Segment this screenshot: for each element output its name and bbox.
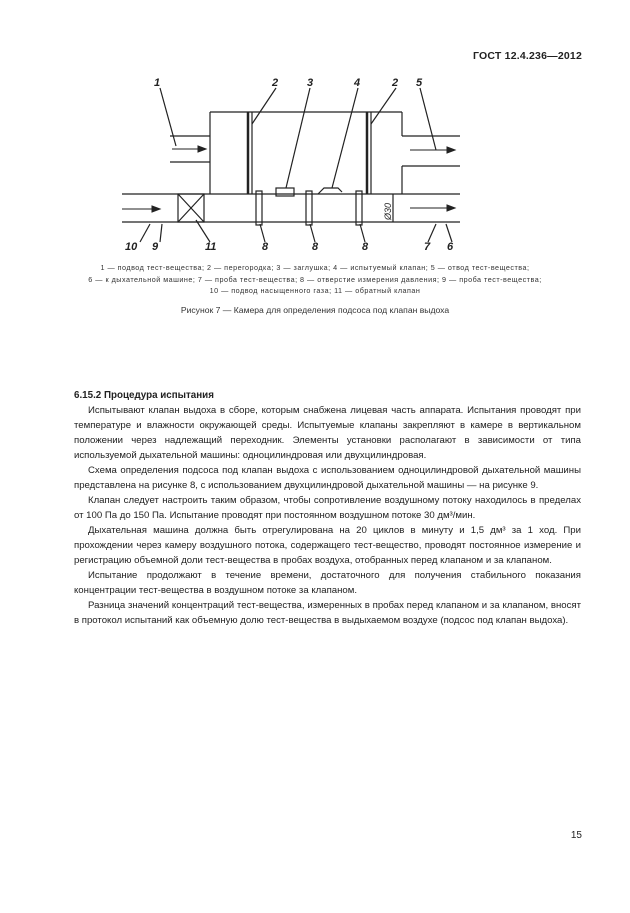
pressure-tap-1 — [256, 191, 262, 225]
label-3: 3 — [307, 77, 314, 89]
paragraph-3: Клапан следует настроить таким образом, чтобы сопротивление воздушному потоку находилось в пределах от 100 Па до 150 Па. Испытание проводят при постоянном воздушном потоке 30 дм³/мин. — [74, 495, 581, 521]
leader-10 — [140, 224, 150, 242]
label-2b: 2 — [392, 77, 399, 89]
paragraph-1: Испытывают клапан выдоха в сборе, которым снабжена лицевая часть аппарата. Испытания проводят при температуре и влажности окружающей среды. Испытуемые клапаны закрепляют в камере в вертикальном положении через надлежащий переходник. Элементы установки располагают в зависимости от типа используемой дыхательной машины: одноцилиндровая или двухцилиндровая. — [74, 405, 581, 461]
label-2a: 2 — [272, 77, 279, 89]
leader-8b — [310, 224, 315, 242]
figure-title: Рисунок 7 — Камера для определения подсоса под клапан выдоха — [180, 305, 450, 315]
label-8c: 8 — [362, 241, 369, 253]
paragraph-4: Дыхательная машина должна быть отрегулирована на 20 циклов в минуту и 1,5 дм³ за 1 ход. При прохождении через камеру воздушного потока, содержащего тест-вещество, проводят постоянное измерение и регистрацию объемной доли тест-вещества в пробах воздуха, отобранных перед клапаном и за клапаном. — [74, 525, 581, 566]
plug — [276, 188, 294, 196]
leader-5 — [420, 88, 436, 150]
label-1: 1 — [154, 77, 161, 89]
section-6-15-2 — [74, 388, 581, 628]
label-8b: 8 — [312, 241, 319, 253]
document-header: ГОСТ 12.4.236—2012 — [473, 50, 582, 62]
label-6: 6 — [447, 241, 454, 253]
label-11: 11 — [205, 241, 217, 253]
leader-1 — [160, 88, 176, 146]
legend-line-1: 1 — подвод тест-вещества; 2 — перегородка; 3 — заглушка; 4 — испытуемый клапан; 5 — отвод тест-вещества; — [100, 263, 530, 272]
label-8a: 8 — [262, 241, 269, 253]
leader-8a — [260, 224, 265, 242]
leader-3 — [286, 88, 310, 188]
label-4: 4 — [354, 77, 361, 89]
section-heading: 6.15.2 Процедура испытания — [74, 390, 214, 401]
leader-9 — [160, 224, 162, 242]
leader-6 — [446, 224, 452, 242]
figure-legend — [40, 262, 590, 297]
leader-11 — [196, 220, 210, 242]
leader-4 — [332, 88, 358, 188]
leader-2a — [252, 88, 276, 124]
paragraph-2: Схема определения подсоса под клапан выдоха с использованием одноцилиндровой дыхательной машины представлена на рисунке 8, с использованием двухцилиндровой дыхательной машины — на рисунке 9. — [74, 465, 581, 491]
leader-2b — [371, 88, 396, 124]
leader-8c — [360, 224, 365, 242]
legend-line-3: 10 — подвод насыщенного газа; 11 — обратный клапан — [209, 286, 421, 296]
dimension-label: Ø30 — [383, 202, 393, 220]
label-10: 10 — [125, 241, 138, 253]
test-chamber-diagram — [110, 74, 510, 254]
label-7: 7 — [424, 241, 431, 253]
label-9: 9 — [152, 241, 159, 253]
paragraph-6: Разница значений концентраций тест-вещества, измеренных в пробах перед клапаном и за клапаном, вносят в протокол испытаний как объемную долю тест-вещества в выдыхаемом воздухе (подсос под клапан выдоха). — [74, 600, 581, 626]
pressure-tap-3 — [356, 191, 362, 225]
paragraph-5: Испытание продолжают в течение времени, достаточного для получения стабильного показания концентрации тест-вещества в воздушном потоке за клапаном. — [74, 570, 581, 596]
page-number: 15 — [570, 830, 582, 841]
pressure-tap-2 — [306, 191, 312, 225]
tested-valve — [318, 188, 342, 194]
leader-7 — [428, 224, 436, 242]
legend-line-2: 6 — к дыхательной машине; 7 — проба тест-вещества; 8 — отверстие измерения давления; 9 — проба тест-вещества; — [88, 274, 542, 284]
label-5: 5 — [416, 77, 423, 89]
